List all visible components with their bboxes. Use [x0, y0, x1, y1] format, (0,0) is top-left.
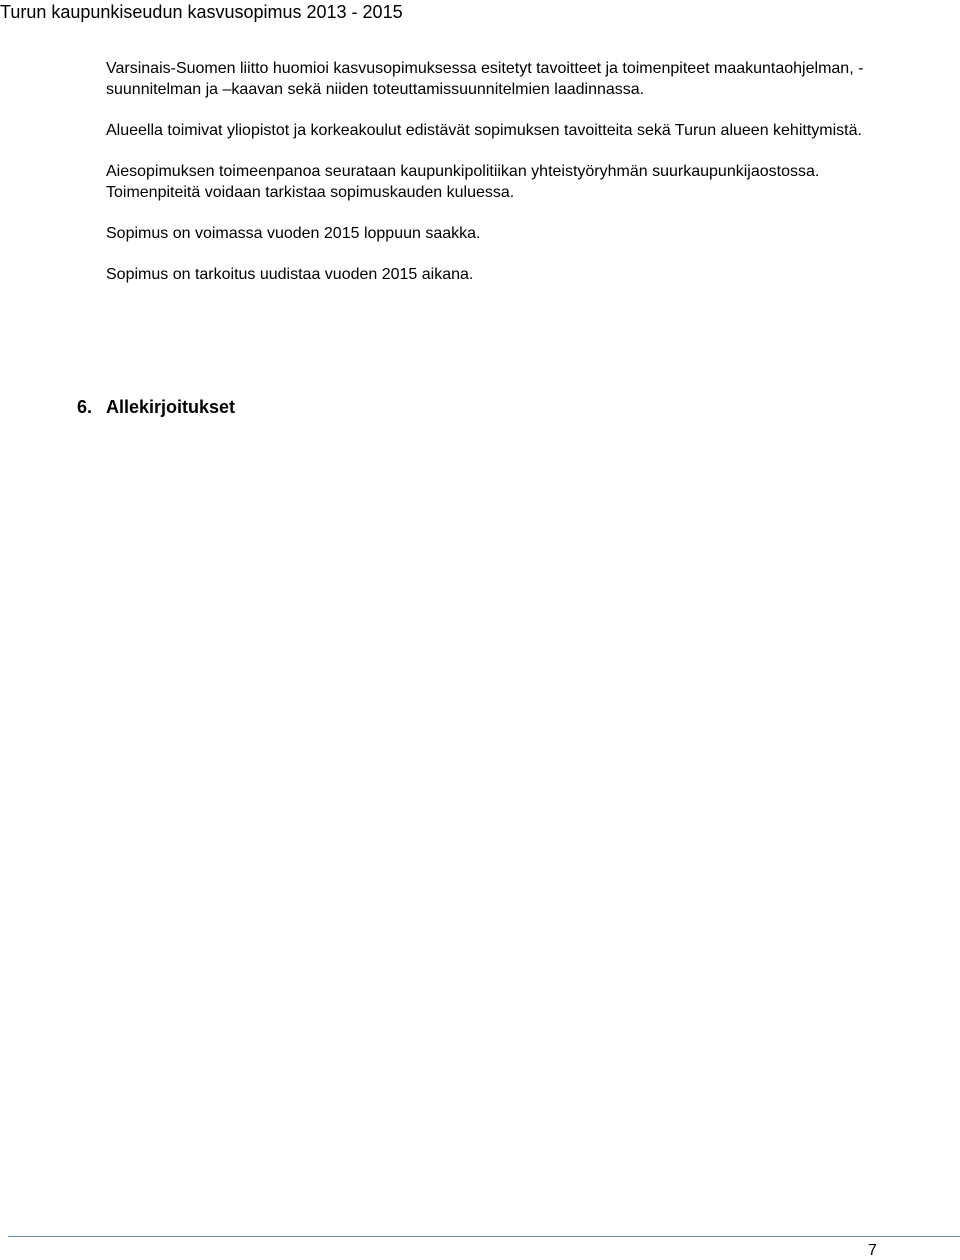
section-title: Allekirjoitukset — [106, 397, 236, 417]
page-number: 7 — [868, 1242, 877, 1259]
running-header: Turun kaupunkiseudun kasvusopimus 2013 - 2015 — [0, 2, 403, 22]
document-body — [106, 58, 906, 305]
paragraph-implementation: Aiesopimuksen toimeenpanoa seurataan kaupunkipolitiikan yhteistyöryhmän suurkaupunkijaostossa. Toimenpiteitä voidaan tarkistaa sopimuskauden kuluessa. — [106, 163, 820, 201]
paragraph-regional-council: Varsinais-Suomen liitto huomioi kasvusopimuksessa esitetyt tavoitteet ja toimenpiteet maakuntaohjelman, -suunnitelman ja –kaavan sekä niiden toteuttamissuunnitelmien laadinnassa. — [106, 60, 864, 98]
section-heading — [77, 396, 235, 418]
paragraph-validity: Sopimus on voimassa vuoden 2015 loppuun saakka. — [106, 225, 481, 242]
footer-divider — [8, 1236, 960, 1237]
section-number: 6. — [77, 397, 93, 417]
paragraph-universities: Alueella toimivat yliopistot ja korkeakoulut edistävät sopimuksen tavoitteita sekä Turun alueen kehittymistä. — [106, 122, 862, 139]
paragraph-renewal: Sopimus on tarkoitus uudistaa vuoden 2015 aikana. — [106, 266, 474, 283]
